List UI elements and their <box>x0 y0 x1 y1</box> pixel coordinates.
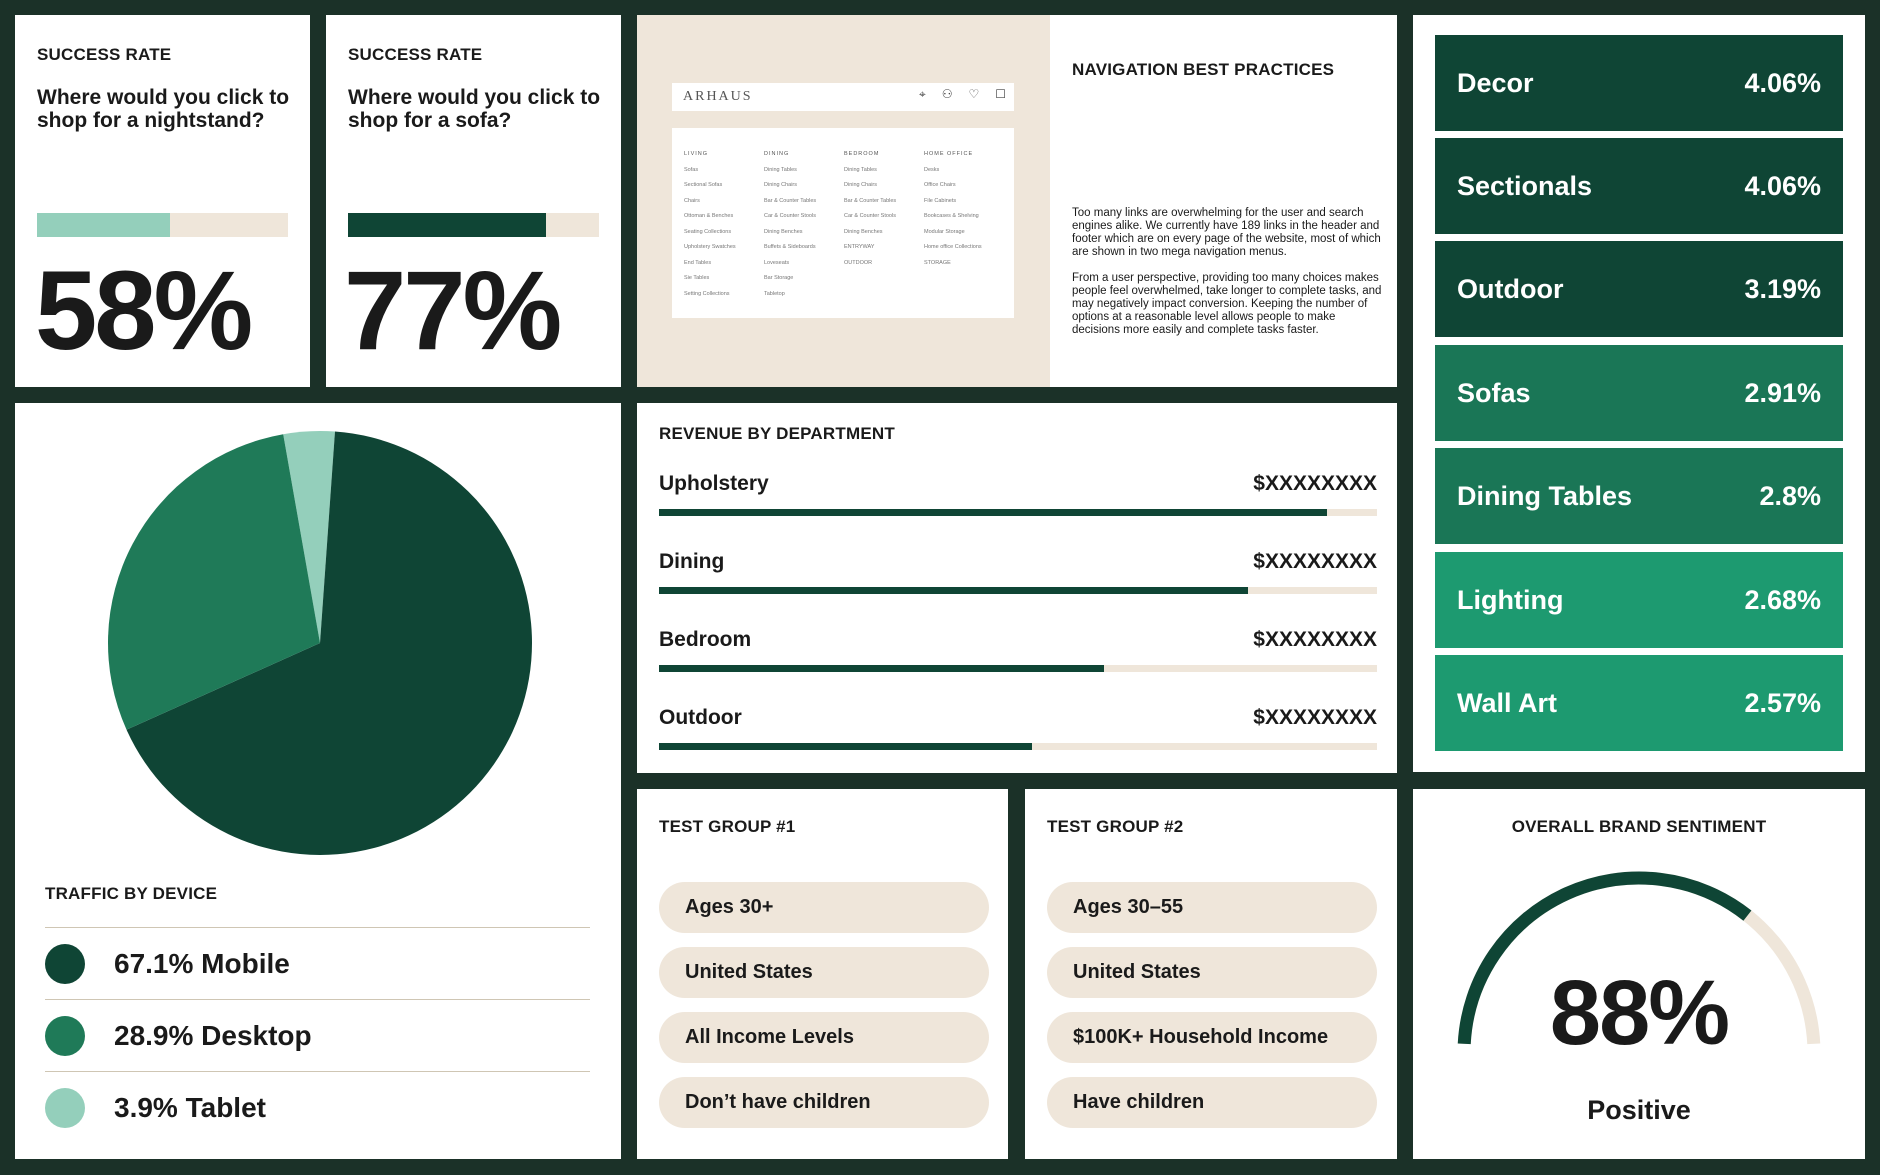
category-name: Wall Art <box>1457 687 1557 718</box>
mockup-menu-item: Dining Benches <box>764 228 803 235</box>
mockup-menu-item: Bar & Counter Tables <box>764 197 817 204</box>
mockup-menu-item: Desks <box>924 166 940 173</box>
mockup-menu-item: Ottoman & Benches <box>684 213 734 219</box>
test-group-attribute: United States <box>659 947 989 998</box>
mockup-menu-heading: LIVING <box>684 151 709 157</box>
category-value: 2.68% <box>1744 584 1821 615</box>
test-group-attribute: Ages 30–55 <box>1047 882 1377 933</box>
test-group-2-card <box>1025 789 1397 1159</box>
mockup-menu-item: Bookcases & Shelving <box>924 213 979 219</box>
category-value: 4.06% <box>1744 67 1821 98</box>
revenue-bar-fill <box>659 509 1327 516</box>
card-question: Where would you click to shop for a sofa? <box>348 86 601 132</box>
success-rate-bar <box>348 213 599 237</box>
revenue-bar-fill <box>659 743 1032 750</box>
mockup-menu-item: Bar Storage <box>764 275 794 281</box>
mockup-menu-item: Tabletop <box>764 290 785 297</box>
mockup-menu-heading: HOME OFFICE <box>924 151 974 157</box>
success-rate-bar-fill <box>348 213 546 237</box>
legend-row <box>45 927 590 999</box>
revenue-row <box>659 550 1377 594</box>
nav-best-practices-text <box>1072 207 1382 337</box>
revenue-row-header <box>659 472 1377 496</box>
mockup-menu-item: Upholstery Swatches <box>684 244 736 250</box>
mockup-menu-item: Dining Chairs <box>844 182 878 188</box>
nav-mockup-area <box>637 15 1050 387</box>
department-revenue: $XXXXXXXX <box>1253 550 1377 573</box>
mockup-menu-item: OUTDOOR <box>844 259 873 266</box>
revenue-row <box>659 706 1377 750</box>
revenue-bar-fill <box>659 587 1248 594</box>
card-title: REVENUE BY DEPARTMENT <box>659 424 895 443</box>
category-value: 2.8% <box>1759 480 1821 511</box>
mockup-icons <box>919 87 1006 102</box>
success-rate-card-sofa <box>326 15 621 387</box>
legend-row <box>45 999 590 1071</box>
category-row <box>1435 448 1843 544</box>
legend-dot <box>45 944 85 984</box>
test-group-attribute: United States <box>1047 947 1377 998</box>
card-title: TRAFFIC BY DEVICE <box>45 884 218 903</box>
category-name: Sofas <box>1457 377 1531 408</box>
test-group-attribute: Don’t have children <box>659 1077 989 1128</box>
mockup-menu-item: Dining Tables <box>844 166 877 173</box>
department-name: Outdoor <box>659 706 742 729</box>
mockup-menu-item: Seating Collections <box>684 228 732 235</box>
category-conversion-card <box>1413 15 1865 772</box>
sentiment-label: Positive <box>1587 1095 1691 1125</box>
category-row <box>1435 35 1843 131</box>
mockup-menu-heading: BEDROOM <box>844 151 880 157</box>
mockup-menu-column <box>764 147 822 299</box>
revenue-bar-fill <box>659 665 1104 672</box>
mockup-header <box>672 83 1014 111</box>
mockup-menu-item: Sie Tables <box>684 275 710 281</box>
card-title: NAVIGATION BEST PRACTICES <box>1072 60 1335 79</box>
department-revenue: $XXXXXXXX <box>1253 706 1377 729</box>
legend-row <box>45 1071 590 1143</box>
mockup-menu-item: Bar & Counter Tables <box>844 197 897 204</box>
card-question: Where would you click to shop for a nightstand? <box>37 86 290 132</box>
category-value: 2.57% <box>1744 687 1821 718</box>
legend-label: 3.9% Tablet <box>114 1091 266 1123</box>
paragraph: From a user perspective, providing too many choices makes people feel overwhelmed, take longer to complete tasks, and may negatively impact conversion. Keeping the number of options at a reasonable level allows people to make decisions more easily and complete tasks faster. <box>1072 272 1382 336</box>
mockup-logo: ARHAUS <box>683 89 753 104</box>
mockup-menu-item: Office Chairs <box>924 182 956 188</box>
brand-sentiment-card <box>1413 789 1865 1159</box>
card-title: TEST GROUP #1 <box>659 817 796 836</box>
category-row <box>1435 655 1843 751</box>
success-rate-bar-fill <box>37 213 170 237</box>
mockup-menu-item: Car & Counter Stools <box>844 213 896 219</box>
mockup-menu-heading: DINING <box>764 151 790 157</box>
mockup-menu-item: Dining Tables <box>764 166 797 173</box>
mockup-menu-item: Car & Counter Stools <box>764 213 816 219</box>
revenue-bar <box>659 587 1377 594</box>
mockup-menu-item: ENTRYWAY <box>844 244 875 250</box>
revenue-bar <box>659 743 1377 750</box>
revenue-row <box>659 628 1377 672</box>
revenue-bar <box>659 665 1377 672</box>
revenue-row-header <box>659 550 1377 574</box>
paragraph: Too many links are overwhelming for the user and search engines alike. We currently have 189 links in the header and footer which are on every page of the website, most of which are shown in two mega navigation menus. <box>1072 207 1381 258</box>
mockup-menu-item: File Cabinets <box>924 197 957 204</box>
location-pin-icon: ⌖ <box>918 87 926 101</box>
test-group-attribute: Ages 30+ <box>659 882 989 933</box>
sentiment-value: 88% <box>1549 962 1729 1064</box>
department-revenue: $XXXXXXXX <box>1253 472 1377 495</box>
department-name: Dining <box>659 550 725 573</box>
mockup-menu-item: End Tables <box>684 259 712 266</box>
department-name: Upholstery <box>659 472 769 495</box>
test-group-attribute: $100K+ Household Income <box>1047 1012 1377 1063</box>
category-row <box>1435 241 1843 337</box>
card-label: SUCCESS RATE <box>37 45 172 64</box>
mockup-menu-item: Sofas <box>684 166 699 173</box>
mockup-mega-menu <box>672 128 1014 318</box>
navigation-best-practices-card <box>637 15 1397 387</box>
legend-label: 28.9% Desktop <box>114 1019 312 1051</box>
category-name: Decor <box>1457 67 1534 98</box>
category-value: 2.91% <box>1744 377 1821 408</box>
legend-dot <box>45 1088 85 1128</box>
test-group-attribute: All Income Levels <box>659 1012 989 1063</box>
category-row <box>1435 345 1843 441</box>
user-icon: ⚇ <box>941 87 953 101</box>
department-name: Bedroom <box>659 628 752 651</box>
mockup-menu-item: Buffets & Sideboards <box>764 244 816 250</box>
traffic-by-device-card <box>15 403 621 1159</box>
revenue-row-header <box>659 706 1377 730</box>
mockup-menu-item: Dining Benches <box>844 228 883 235</box>
success-rate-value: 58% <box>35 248 251 373</box>
card-label: SUCCESS RATE <box>348 45 483 64</box>
category-value: 3.19% <box>1744 273 1821 304</box>
bag-icon: ☐ <box>995 87 1006 101</box>
mockup-menu-item: Home office Collections <box>924 244 982 250</box>
mockup-menu-item: Loveseats <box>764 259 790 266</box>
success-rate-value: 77% <box>344 248 560 373</box>
mockup-menu-column <box>924 147 982 299</box>
mockup-menu-item: Chairs <box>684 197 700 204</box>
revenue-row <box>659 472 1377 516</box>
category-name: Outdoor <box>1457 273 1564 304</box>
traffic-pie-chart <box>15 403 621 873</box>
mockup-menu-item: Setting Collections <box>684 290 730 297</box>
mockup-menu-item: STORAGE <box>924 259 951 266</box>
mockup-menu-column <box>844 147 902 299</box>
mockup-menu-column <box>684 147 742 299</box>
category-name: Dining Tables <box>1457 480 1633 511</box>
category-name: Lighting <box>1457 584 1564 615</box>
mockup-menu-item: Sectional Sofas <box>684 182 723 188</box>
mockup-menu-item: Dining Chairs <box>764 182 798 188</box>
revenue-bar <box>659 509 1377 516</box>
heart-icon: ♡ <box>968 87 980 101</box>
legend-dot <box>45 1016 85 1056</box>
legend-label: 67.1% Mobile <box>114 947 290 979</box>
category-row <box>1435 552 1843 648</box>
revenue-row-header <box>659 628 1377 652</box>
category-name: Sectionals <box>1457 170 1593 201</box>
card-title: TEST GROUP #2 <box>1047 817 1184 836</box>
test-group-1-card <box>637 789 1008 1159</box>
success-rate-card-nightstand <box>15 15 310 387</box>
card-title: OVERALL BRAND SENTIMENT <box>1511 817 1767 836</box>
department-revenue: $XXXXXXXX <box>1253 628 1377 651</box>
test-group-attribute: Have children <box>1047 1077 1377 1128</box>
mockup-menu-item: Modular Storage <box>924 228 965 235</box>
category-row <box>1435 138 1843 234</box>
revenue-by-department-card <box>637 403 1397 773</box>
success-rate-bar <box>37 213 288 237</box>
category-value: 4.06% <box>1744 170 1821 201</box>
